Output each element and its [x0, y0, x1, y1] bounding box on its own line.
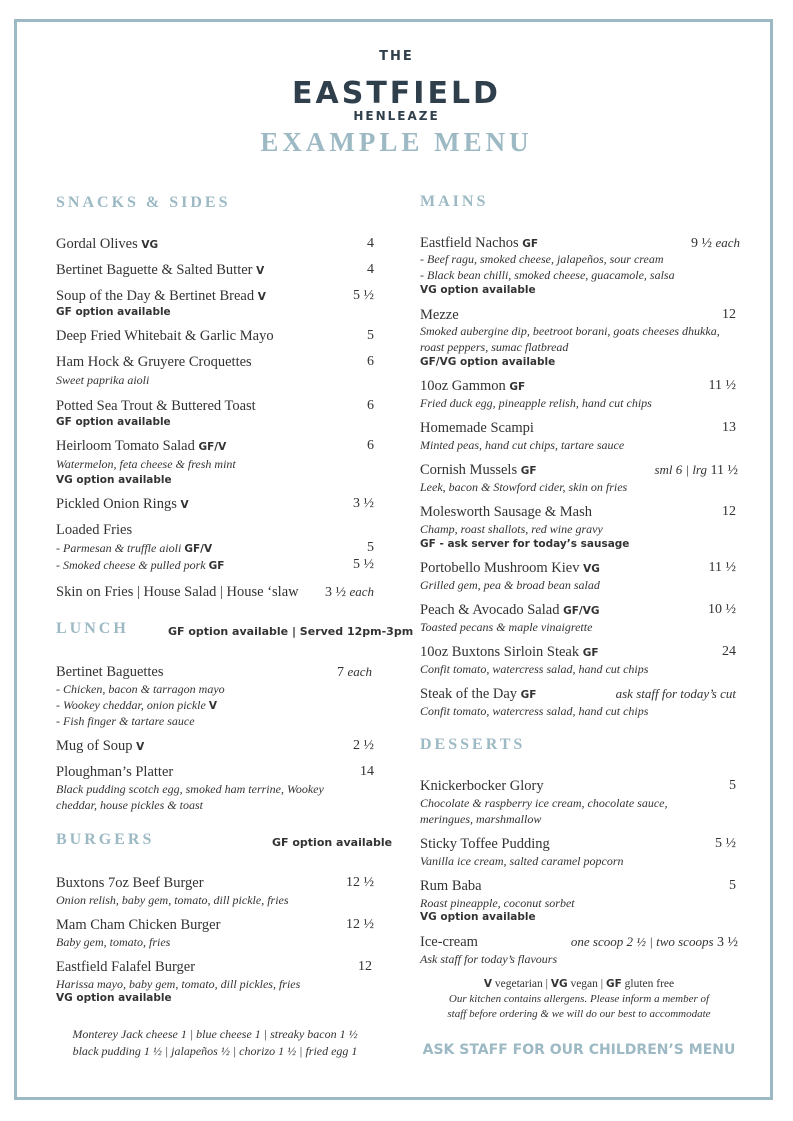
item-name: Cornish Mussels — [420, 462, 518, 478]
item-name: Peach & Avocado Salad — [420, 602, 560, 618]
item-price: 5 ½ — [353, 288, 374, 303]
item-description: Confit tomato, watercress salad, hand cut chips — [420, 704, 649, 718]
price-note: one scoop 2 ½ | two scoops — [570, 934, 714, 949]
extras-line: Monterey Jack cheese 1 | blue cheese 1 | streaky bacon 1 ½ — [72, 1027, 358, 1041]
item-price: 4 — [367, 236, 374, 251]
key-vg-text: vegan — [570, 978, 598, 990]
item-name: Molesworth Sausage & Mash — [420, 504, 592, 520]
item-option: - Chicken, bacon & tarragon mayo — [56, 682, 225, 696]
price-suffix: each — [349, 584, 374, 599]
item-name: Potted Sea Trout & Buttered Toast — [56, 398, 256, 414]
price-prefix: sml 6 | lrg — [654, 462, 708, 477]
item-note: GF/VG option available — [420, 356, 556, 368]
burgers-note: GF option available — [272, 836, 393, 849]
item-description: Black pudding scotch egg, smoked ham terrine, Wookey — [56, 782, 324, 796]
item-description: Harissa mayo, baby gem, tomato, dill pickles, fries — [56, 977, 301, 991]
item-name: 10oz Gammon — [420, 378, 506, 394]
item-description: Minted peas, hand cut chips, tartare sauce — [420, 438, 625, 452]
diet-tag: V — [136, 741, 145, 753]
item-price: 7 — [336, 665, 344, 680]
item-price: 5 — [729, 778, 736, 793]
diet-tag: GF — [582, 647, 599, 659]
menu-item — [56, 398, 374, 434]
diet-key — [410, 978, 748, 990]
item-description: Confit tomato, watercress salad, hand cut chips — [420, 662, 649, 676]
extras-line: black pudding 1 ½ | jalapeños ½ | chorizo 1 ½ | fried egg 1 — [72, 1044, 358, 1058]
menu-item — [420, 778, 736, 828]
allergen-line: Our kitchen contains allergens. Please inform a member of — [448, 993, 710, 1005]
logo-name: EASTFIELD — [292, 76, 501, 111]
section-heading-snacks: SNACKS & SIDES — [56, 194, 231, 211]
menu-item — [420, 462, 738, 498]
item-price: 6 — [367, 398, 374, 413]
item-name: Knickerbocker Glory — [420, 778, 544, 794]
item-price: 12 — [722, 307, 736, 322]
item-price: 12 — [722, 504, 736, 519]
item-description: Smoked aubergine dip, beetroot borani, goats cheeses dhukka, — [420, 324, 720, 338]
item-description: Onion relish, baby gem, tomato, dill pickle, fries — [56, 893, 289, 907]
item-name: Mug of Soup — [56, 738, 133, 754]
page-title: EXAMPLE MENU — [260, 127, 533, 157]
menu-item — [56, 438, 374, 490]
menu-item — [56, 875, 374, 911]
section-heading-lunch: LUNCH — [56, 620, 129, 637]
menu-item — [420, 307, 760, 371]
item-note: GF option available — [56, 306, 171, 318]
sides-text: Skin on Fries | House Salad | House ‘slaw — [56, 584, 299, 600]
section-heading-desserts: DESSERTS — [420, 736, 526, 753]
diet-tag: GF — [208, 560, 225, 572]
section-heading-mains: MAINS — [420, 193, 489, 210]
item-name: Bertinet Baguette & Salted Butter — [56, 262, 253, 278]
item-description: Champ, roast shallots, red wine gravy — [420, 522, 603, 536]
item-price: 5 — [367, 540, 374, 555]
diet-tag: GF/V — [184, 543, 213, 555]
item-note: VG option available — [56, 474, 172, 486]
lunch-note: GF option available | Served 12pm-3pm — [168, 625, 414, 638]
item-name: Mezze — [420, 307, 459, 323]
item-description: Baby gem, tomato, fries — [56, 935, 171, 949]
key-vg: VG — [550, 978, 568, 990]
item-price: 12 — [358, 959, 372, 974]
diet-tag: GF — [522, 238, 539, 250]
item-name: Ice-cream — [420, 934, 478, 950]
item-name: Heirloom Tomato Salad — [56, 438, 195, 454]
price-suffix: each — [347, 664, 372, 679]
item-description: Grilled gem, pea & broad bean salad — [420, 578, 600, 592]
item-description: Watermelon, feta cheese & fresh mint — [56, 457, 236, 471]
menu-item — [420, 235, 740, 299]
menu-item — [420, 504, 736, 554]
diet-tag: GF/VG — [563, 605, 600, 617]
item-price: 4 — [367, 262, 374, 277]
menu-item — [420, 934, 738, 970]
item-name: Ham Hock & Gruyere Croquettes — [56, 354, 252, 370]
key-v: V — [483, 978, 492, 990]
menu-item — [420, 836, 736, 872]
item-name: Deep Fried Whitebait & Garlic Mayo — [56, 328, 274, 344]
item-price: 5 — [729, 878, 736, 893]
menu-item — [56, 354, 374, 390]
logo-place: HENLEAZE — [353, 109, 440, 123]
diet-tag: GF — [520, 689, 537, 701]
item-price: 6 — [367, 354, 374, 369]
burger-extras — [40, 1027, 390, 1059]
item-name: Steak of the Day — [420, 686, 518, 702]
allergen-notice — [410, 992, 748, 1022]
menu-item — [420, 602, 736, 638]
diet-tag: V — [256, 265, 265, 277]
diet-tag: VG — [583, 563, 600, 575]
item-note: VG option available — [56, 992, 172, 1004]
item-option: - Parmesan & truffle aioli — [56, 541, 182, 555]
menu-item — [420, 878, 736, 928]
item-description: Chocolate & raspberry ice cream, chocolate sauce, — [420, 796, 668, 810]
logo-the: THE — [379, 49, 414, 64]
item-price: 9 ½ — [690, 236, 712, 251]
item-price: 5 — [367, 328, 374, 343]
key-gf-text: gluten free — [624, 978, 675, 990]
item-name: Eastfield Nachos — [420, 235, 519, 251]
key-gf: GF — [605, 978, 622, 990]
item-name: 10oz Buxtons Sirloin Steak — [420, 644, 580, 660]
item-name: Ploughman’s Platter — [56, 764, 174, 780]
menu-item — [420, 420, 736, 456]
item-option: - Black bean chilli, smoked cheese, guacamole, salsa — [420, 268, 675, 282]
item-price: 10 ½ — [708, 602, 736, 617]
menu-item — [56, 959, 374, 1009]
menu-item — [420, 686, 736, 722]
diet-tag: VG — [141, 239, 159, 251]
item-name: Mam Cham Chicken Burger — [56, 917, 221, 933]
menu-item — [56, 522, 374, 576]
item-note: GF option available — [56, 416, 171, 428]
item-name: Loaded Fries — [56, 522, 133, 538]
item-name: Soup of the Day & Bertinet Bread — [56, 288, 255, 304]
item-price: 24 — [722, 644, 736, 659]
item-price: 11 ½ — [710, 463, 738, 478]
diet-tag: V — [180, 499, 189, 511]
item-price: 5 ½ — [715, 836, 736, 851]
item-price: 11 ½ — [708, 378, 736, 393]
item-price: 2 ½ — [353, 738, 374, 753]
item-description: Roast pineapple, coconut sorbet — [420, 896, 575, 910]
allergen-line: staff before ordering & we will do our best to accommodate — [447, 1008, 711, 1020]
item-price: 12 ½ — [346, 917, 374, 932]
item-description: roast peppers, sumac flatbread — [420, 340, 569, 354]
price-suffix: each — [715, 235, 740, 250]
item-name: Homemade Scampi — [420, 420, 534, 436]
diet-tag: GF — [509, 381, 526, 393]
item-description: Ask staff for today’s flavours — [420, 952, 558, 966]
item-option: - Wookey cheddar, onion pickle — [56, 698, 206, 712]
childrens-menu-notice: ASK STAFF FOR OUR CHILDREN’S MENU — [422, 1042, 736, 1058]
menu-item — [56, 764, 374, 814]
item-name: Bertinet Baguettes — [56, 664, 164, 680]
item-description: Fried duck egg, pineapple relish, hand cut chips — [420, 396, 652, 410]
item-description: Sweet paprika aioli — [56, 373, 150, 387]
menu-item — [420, 560, 736, 596]
menu-item — [56, 288, 374, 324]
item-note: VG option available — [420, 911, 536, 923]
section-heading-burgers: BURGERS — [56, 831, 155, 848]
item-price: 3 ½ — [324, 585, 346, 600]
item-name: Eastfield Falafel Burger — [56, 959, 196, 975]
item-option: - Beef ragu, smoked cheese, jalapeños, sour cream — [420, 252, 664, 266]
diet-tag: V — [257, 291, 266, 303]
item-option: - Smoked cheese & pulled pork — [56, 558, 206, 572]
item-price: 14 — [360, 764, 374, 779]
item-note: GF - ask server for today’s sausage — [420, 538, 630, 550]
price-note: ask staff for today’s cut — [615, 686, 736, 701]
item-name: Portobello Mushroom Kiev — [420, 560, 580, 576]
item-description: Toasted pecans & maple vinaigrette — [420, 620, 593, 634]
item-price: 11 ½ — [708, 560, 736, 575]
item-description: Leek, bacon & Stowford cider, skin on fries — [420, 480, 628, 494]
separator: | — [600, 978, 604, 990]
diet-tag: V — [208, 700, 217, 712]
key-v-text: vegetarian — [494, 978, 543, 990]
item-description: meringues, marshmallow — [420, 812, 542, 826]
item-price: 5 ½ — [353, 557, 374, 572]
diet-tag: GF — [520, 465, 537, 477]
item-price: 12 ½ — [346, 875, 374, 890]
menu-item — [420, 378, 736, 414]
item-name: Rum Baba — [420, 878, 482, 894]
item-option: - Fish finger & tartare sauce — [56, 714, 195, 728]
item-note: VG option available — [420, 284, 536, 296]
diet-tag: GF/V — [198, 441, 227, 453]
item-price: 3 ½ — [353, 496, 374, 511]
item-name: Pickled Onion Rings — [56, 496, 177, 512]
item-name: Buxtons 7oz Beef Burger — [56, 875, 204, 891]
item-description: cheddar, house pickles & toast — [56, 798, 203, 812]
item-price: 13 — [722, 420, 736, 435]
item-name: Sticky Toffee Pudding — [420, 836, 550, 852]
item-description: Vanilla ice cream, salted caramel popcorn — [420, 854, 624, 868]
item-price: 3 ½ — [717, 935, 738, 950]
menu-item — [56, 917, 374, 953]
separator: | — [545, 978, 548, 990]
menu-item — [56, 664, 372, 730]
item-price: 6 — [367, 438, 374, 453]
item-name: Gordal Olives — [56, 236, 138, 252]
menu-item — [420, 644, 736, 680]
